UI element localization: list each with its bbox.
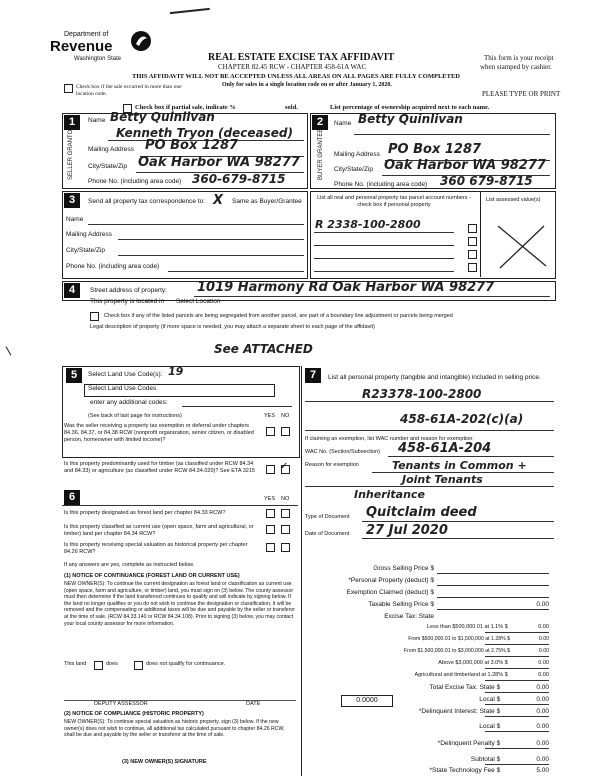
doc-date-label: Date of Document	[305, 531, 350, 537]
seller-name-1: Betty Quinlivan	[110, 110, 215, 124]
seller-mail-value: PO Box 1287	[145, 138, 239, 153]
seller-city-label: City/State/Zip	[88, 163, 128, 170]
tax-row-tech-fee: *State Technology Fee $ 5.00	[429, 767, 549, 774]
street-label: Street address of property:	[90, 287, 167, 294]
tax-row-delinq-penalty: *Delinquent Penalty $ 0.00	[437, 740, 549, 747]
seller-name-label: Name	[88, 117, 106, 124]
parcel-header: List all real and personal property tax parcel account numbers - check box if personal property	[317, 195, 471, 208]
s6-q3-no[interactable]	[281, 543, 290, 552]
dor-dept-line2: Revenue	[50, 38, 113, 55]
exemption-reason-2: Joint Tenants	[402, 473, 483, 486]
assessed-header: List assessed value(s)	[486, 197, 541, 203]
send-correspondence-x: X	[213, 193, 224, 208]
buyer-city-label: City/State/Zip	[334, 166, 374, 173]
tax-row-above-3m: Above $3,000,000 at 3.0% $ 0.00	[438, 660, 549, 666]
s6-q1-no[interactable]	[281, 509, 290, 518]
see-back-note: (See back of last page for instructions)	[88, 413, 182, 419]
notice-1-title: (1) NOTICE OF CONTINUANCE (FOREST LAND OR CURRENT USE)	[64, 573, 240, 579]
buyer-phone-label: Phone No. (including area code)	[334, 181, 428, 188]
exemption-reason-3: Inheritance	[354, 488, 425, 501]
tax-row-total-state: Total Excise Tax: State $ 0.00	[429, 684, 549, 691]
seller-name-2: Kenneth Tryon (deceased)	[116, 126, 293, 140]
seller-side-label: SELLER GRANTOR	[68, 125, 74, 180]
tax-row-lt500k: Less than $500,000.01 at 1.1% $ 0.00	[426, 624, 549, 630]
buyer-city-value: Oak Harbor WA 98277	[384, 158, 546, 173]
s6-q3-yes[interactable]	[266, 543, 275, 552]
buyer-name-value: Betty Quinlivan	[358, 112, 463, 126]
s5-question-2: Is this property predominantly used for timber (as classified under RCW 84.34 and 84.33) or agriculture (as classified under RCW 84.34.020)? See ETA 3215	[64, 461, 255, 474]
section-1-badge: 1	[64, 115, 80, 130]
buyer-name-label: Name	[334, 120, 352, 127]
multi-location-label: Check box if the sale occurred in more than one location code.	[76, 84, 182, 97]
s3-name-label: Name	[66, 216, 84, 223]
receipt-note-1: This form is your receipt	[484, 54, 554, 62]
claim-exemption-label: If claiming an exemption, list WAC number and reason for exemption:	[305, 436, 474, 442]
percent-ownership-note: List percentage of ownership acquired next to each name.	[330, 104, 490, 111]
land-use-value: 19	[168, 365, 184, 378]
s3-city-label: City/State/Zip	[66, 247, 106, 254]
segregated-label: Check box if any of the listed parcels are being segregated from another parcel, are part of a boundary line adjustment or parcels being merged	[104, 313, 453, 319]
s5-question-1: Was the seller receiving a property tax exemption or deferral under chapters 84.36, 84.37, or 84.38 RCW (nonprofit organization, senior citizen, or disabled person, homeowner with limited income)?	[64, 423, 254, 443]
legal-description-label: Legal description of property (if more space is needed, you may attach a separate sheet to each page of the affidavit)	[90, 324, 375, 330]
dor-dept-line3: Washington State	[74, 56, 122, 62]
same-as-buyer-label: Same as Buyer/Grantee	[232, 198, 302, 205]
land-use-select[interactable]: Select Land Use Codes	[84, 384, 275, 397]
notice-1-body: NEW OWNER(S): To continue the current designation as forest land or classification as current use (open space, farm and agriculture, or timber) land, you must sign on (3) below. The county assessor must then determine if the land transferred continues to qualify and will indicate by signing below. If the land no longer qualifies or you do not wish to continue the designation or classification, it will be removed and the compensating or additional taxes will be due and payable by the seller or transferor at the time of sale. (RCW 84.33.140 or RCW 84.34.108). Prior to signing (3) below, you may contact your local county assessor for more information.	[64, 581, 295, 627]
tax-row-exemption: Exemption Claimed (deduct) $	[346, 589, 434, 596]
s3-mail-label: Mailing Address	[66, 231, 112, 238]
please-type: PLEASE TYPE OR PRINT	[482, 90, 561, 98]
segregated-checkbox[interactable]	[90, 312, 99, 321]
send-correspondence-label: Send all property tax correspondence to:	[88, 198, 206, 205]
tax-row-delinq-int-state: *Delinquent Interest: State $ 0.00	[418, 708, 549, 715]
street-value: 1019 Harmony Rd Oak Harbor WA 98277	[197, 280, 495, 295]
s5-q1-no[interactable]	[281, 427, 290, 436]
land-does-checkbox[interactable]	[94, 661, 103, 670]
tax-row-excise-state: Excise Tax: State	[384, 613, 434, 620]
tax-row-taxable: Taxable Selling Price $	[368, 601, 434, 608]
form-only-for: Only for sales in a single location code on or after January 1, 2020.	[222, 82, 392, 88]
doc-type-value: Quitclaim deed	[366, 505, 477, 520]
s5-yes-header: YES	[264, 413, 276, 419]
dor-logo	[50, 26, 160, 68]
form-warning: THIS AFFIDAVIT WILL NOT BE ACCEPTED UNLESS ALL AREAS ON ALL PAGES ARE FULLY COMPLETED	[132, 73, 460, 80]
new-owner-signature-label: (3) NEW OWNER(S) SIGNATURE	[122, 759, 207, 765]
s5-q2-no-check: ✓	[280, 461, 289, 472]
deputy-date-label: DATE	[246, 701, 261, 707]
personal-property-wac: 458-61A-202(c)(a)	[400, 412, 524, 426]
s6-if-any: If any answers are yes, complete as instructed below.	[64, 562, 195, 568]
buyer-mail-value: PO Box 1287	[388, 142, 482, 157]
tax-row-agri: Agricultural and timberland at 1.28% $ 0.00	[414, 672, 549, 678]
s6-question-1: Is this property designated as forest land per chapter 84.33 RCW?	[64, 510, 226, 516]
parcel-3-checkbox[interactable]	[468, 250, 477, 259]
seller-phone-value: 360-679-8715	[192, 172, 286, 186]
stray-mark	[170, 8, 210, 17]
section-5-badge: 5	[66, 368, 82, 383]
s6-q2-no[interactable]	[281, 525, 290, 534]
tax-row-1_5m-3m: From $1,500,000.01 to $3,000,000 at 2.75% $ 0.00	[403, 648, 549, 654]
tax-val-taxable: 0.00	[536, 601, 549, 608]
s3-phone-label: Phone No. (including area code)	[66, 263, 160, 270]
s5-q1-yes[interactable]	[266, 427, 275, 436]
seller-phone-label: Phone No. (including area code)	[88, 178, 182, 185]
receipt-note-2: when stamped by cashier.	[480, 63, 552, 71]
additional-codes-label: enter any additional codes:	[90, 399, 168, 406]
this-land-label: This land	[64, 661, 87, 667]
tax-row-delinq-int-local: Local $ 0.00	[479, 723, 549, 730]
buyer-side-label: BUYER GRANTEE	[318, 128, 324, 180]
seller-city-value: Oak Harbor WA 98277	[138, 155, 300, 170]
land-does-not-checkbox[interactable]	[134, 661, 143, 670]
parcel-1-value: R 2338-100-2800	[315, 218, 421, 231]
section-4-badge: 4	[64, 283, 80, 298]
land-does-not-label: does not qualify for continuance.	[146, 661, 226, 667]
s6-q1-yes[interactable]	[266, 509, 275, 518]
tax-row-gross: Gross Selling Price $	[373, 565, 434, 572]
legal-description-value: See ATTACHED	[214, 342, 313, 356]
multi-location-checkbox[interactable]	[64, 84, 73, 93]
s5-q2-yes[interactable]	[266, 465, 275, 474]
parcel-1-checkbox[interactable]	[468, 224, 477, 233]
partial-sold: sold.	[285, 104, 298, 111]
s6-question-2: Is this property classified as current use (open space, farm and agricultural, or timber) land per chapter 84.34 RCW?	[64, 524, 254, 537]
located-select[interactable]: Select Location	[176, 298, 221, 305]
s6-q2-yes[interactable]	[266, 525, 275, 534]
section-2-badge: 2	[312, 115, 328, 130]
partial-sale-label: Check box if partial sale, indicate %	[135, 104, 236, 111]
exemption-reason-label: Reason for exemption	[305, 462, 359, 468]
wac-number-label: WAC No. (Section/Subsection)	[305, 449, 380, 455]
section-3-badge: 3	[64, 193, 80, 208]
form-chapter: CHAPTER 82.45 RCW - CHAPTER 458-61A WAC	[218, 63, 367, 71]
tax-table	[305, 560, 555, 776]
section-5-box	[62, 366, 300, 458]
deputy-assessor-label: DEPUTY ASSESSOR	[94, 701, 148, 707]
personal-property-parcel: R23378-100-2800	[362, 387, 482, 401]
notice-2-title: (2) NOTICE OF COMPLIANCE (HISTORIC PROPERTY)	[64, 711, 204, 717]
dor-logo-icon	[130, 30, 152, 52]
parcel-2-checkbox[interactable]	[468, 237, 477, 246]
tax-row-personal: *Personal Property (deduct) $	[348, 577, 434, 584]
doc-type-label: Type of Document	[305, 514, 350, 520]
section-7-badge: 7	[305, 368, 321, 383]
notice-2-body: NEW OWNER(S): To continue special valuation as historic property, sign (3) below. If the new owner(s) does not wish to continue, all additional tax calculated pursuant to chapter 84.26 RCW, shall be due and payable by the seller or transferor at the time of sale.	[64, 719, 285, 739]
doc-date-value: 27 Jul 2020	[366, 523, 448, 538]
s6-no-header: NO	[281, 496, 290, 502]
dor-dept-line1: Department of	[64, 31, 109, 38]
buyer-phone-value: 360 679-8715	[440, 174, 533, 188]
form-title: REAL ESTATE EXCISE TAX AFFIDAVIT	[208, 52, 395, 63]
tax-row-500k-1_5m: From $500,000.01 to $1,500,000 at 1.28% $ 0.00	[408, 636, 549, 642]
tax-row-local: Local $ 0.00	[479, 696, 549, 703]
tax-row-subtotal: Subtotal $ 0.00	[470, 756, 549, 763]
buyer-mail-label: Mailing Address	[334, 151, 380, 158]
wac-number-value: 458-61A-204	[398, 441, 492, 456]
assessed-strike-x	[494, 222, 550, 270]
land-use-label: Select Land Use Code(s):	[88, 371, 163, 378]
located-label: This property is located in	[90, 298, 165, 305]
land-does-label: does	[106, 661, 118, 667]
s6-yes-header: YES	[264, 496, 276, 502]
seller-mail-label: Mailing Address	[88, 146, 134, 153]
local-rate-field[interactable]: 0.0000	[341, 695, 393, 707]
personal-property-label: List all personal property (tangible and intangible) included in selling price.	[328, 374, 541, 381]
section-6-badge: 6	[64, 490, 80, 505]
parcel-4-checkbox[interactable]	[468, 263, 477, 272]
s6-question-3: Is this property receiving special valuation as historical property per chapter 84.26 RCW?	[64, 542, 248, 555]
exemption-reason-1: Tenants in Common +	[392, 459, 527, 472]
s5-no-header: NO	[281, 413, 290, 419]
